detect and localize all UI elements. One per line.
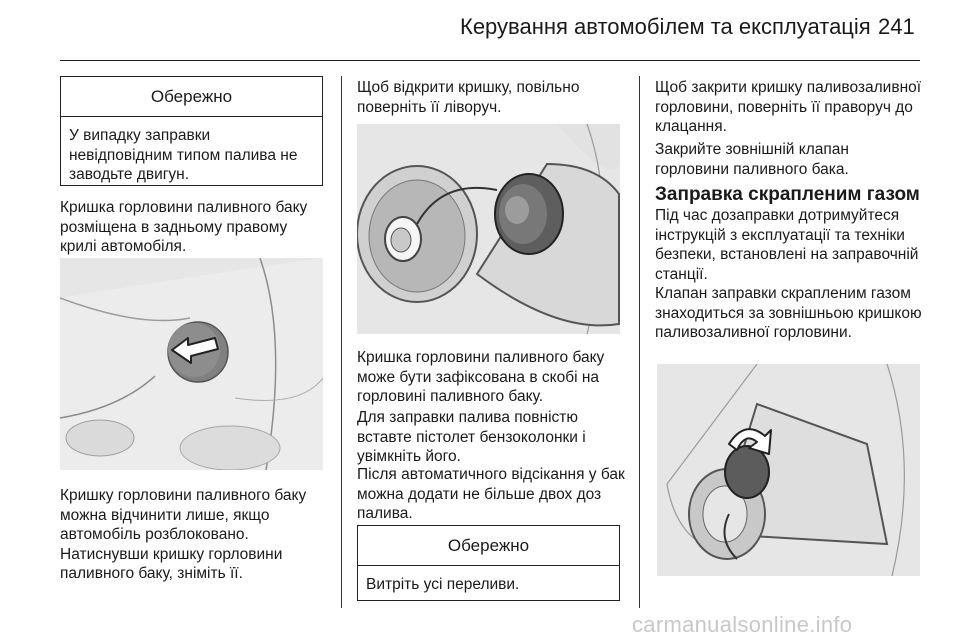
fuel-cap-open-illustration [357,124,620,334]
fuel-door-closed-illustration [60,258,323,470]
lpg-section-heading: Заправка скрапленим газом [655,184,920,205]
caution-text: У випадку заправки невідповідним типом палива не заводьте двигун. [69,127,298,183]
lpg-instructions-text: Під час дозаправки дотримуйтеся інструкцій з експлуатації та техніки безпеки, встановлені на заправочній станції. [655,207,919,283]
caution-title: Обережно [61,77,322,117]
fuel-door-location-text: Кришка горловини паливного баку розміщена в задньому правому крилі автомобіля. [60,199,308,255]
close-door-text: Закрийте зовнішній клапан горловини паливного бака. [655,141,849,178]
lpg-cap-close-illustration [657,364,920,576]
caution-box-2 [357,525,620,601]
open-cap-text: Щоб відкрити кришку, повільно поверніть її ліворуч. [357,79,580,116]
lpg-valve-location-text: Клапан заправки скрапленим газом знаходиться за зовнішньою кришкою паливозаливної горловини. [655,285,922,341]
close-cap-text: Щоб закрити кришку паливозаливної горловини, поверніть її праворуч до клацання. [655,79,922,135]
fill-nozzle-text: Для заправки палива повністю вставте пістолет бензоколонки і увімкніть його. [357,409,586,465]
watermark-text: carmanualsonline.info [632,612,853,637]
auto-cutoff-text: Після автоматичного відсікання у бак можна додати не більше двох доз палива. [357,466,625,522]
page-header-title: Керування автомобілем та експлуатація [460,14,871,39]
caution-box-1 [60,76,323,186]
caution-text: Витріть усі переливи. [366,576,520,593]
header-divider [60,60,920,61]
column-divider-left [341,76,342,608]
fuel-door-open-text: Кришку горловини паливного баку можна відчинити лише, якщо автомобіль розблоковано. Натиснувши кришку горловини паливного баку, зніміть її. [60,487,307,582]
page-number: 241 [878,14,915,39]
column-divider-right [639,76,640,608]
cap-bracket-text: Кришка горловини паливного баку може бути зафіксована в скобі на горловині паливного баку. [357,349,605,405]
caution-title: Обережно [358,526,619,566]
